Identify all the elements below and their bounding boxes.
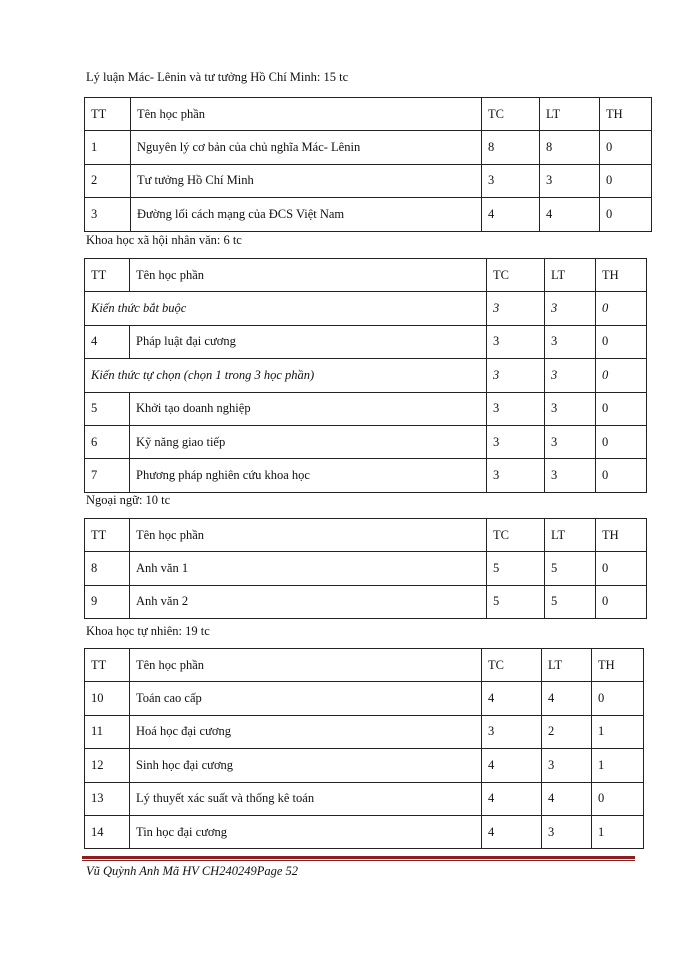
cell-lt: 3 xyxy=(540,164,600,197)
cell-th: 0 xyxy=(600,164,652,197)
header-tt: TT xyxy=(85,259,130,292)
section-heading-2: Khoa học xã hội nhân văn: 6 tc xyxy=(86,233,242,247)
course-table-2 xyxy=(84,258,647,493)
cell-th: 0 xyxy=(596,325,647,358)
cell-tc: 4 xyxy=(482,682,542,715)
cell-th: 1 xyxy=(592,749,644,782)
group-row-required xyxy=(85,292,647,325)
header-th: TH xyxy=(596,519,647,552)
cell-lt: 5 xyxy=(545,552,596,585)
group-label: Kiến thức tự chọn (chọn 1 trong 3 học phần) xyxy=(85,359,487,392)
cell-course-name: Tư tưởng Hồ Chí Minh xyxy=(131,164,482,197)
cell-th: 0 xyxy=(596,552,647,585)
cell-th: 0 xyxy=(596,292,647,325)
cell-tt: 9 xyxy=(85,585,130,618)
table-row xyxy=(85,815,644,848)
cell-course-name: Nguyên lý cơ bản của chủ nghĩa Mác- Lênin xyxy=(131,131,482,164)
cell-tt: 11 xyxy=(85,715,130,748)
cell-lt: 3 xyxy=(545,459,596,492)
header-tt: TT xyxy=(85,98,131,131)
cell-tt: 8 xyxy=(85,552,130,585)
table-row xyxy=(85,715,644,748)
cell-course-name: Tin học đại cương xyxy=(130,815,482,848)
cell-th: 0 xyxy=(592,682,644,715)
header-tt: TT xyxy=(85,519,130,552)
group-label: Kiến thức bắt buộc xyxy=(85,292,487,325)
table-header-row xyxy=(85,259,647,292)
footer-rule-thick xyxy=(82,856,635,859)
cell-tt: 2 xyxy=(85,164,131,197)
cell-th: 0 xyxy=(600,131,652,164)
header-th: TH xyxy=(592,649,644,682)
section-heading-3: Ngoại ngữ: 10 tc xyxy=(86,493,171,507)
cell-lt: 3 xyxy=(542,749,592,782)
cell-tt: 7 xyxy=(85,459,130,492)
cell-tc: 4 xyxy=(482,198,540,231)
cell-course-name: Đường lối cách mạng của ĐCS Việt Nam xyxy=(131,198,482,231)
cell-th: 0 xyxy=(596,359,647,392)
cell-tc: 3 xyxy=(487,459,545,492)
header-course-name: Tên học phần xyxy=(130,519,487,552)
table-row xyxy=(85,459,647,492)
cell-lt: 3 xyxy=(542,815,592,848)
table-row xyxy=(85,782,644,815)
table-row xyxy=(85,585,647,618)
header-course-name: Tên học phần xyxy=(130,259,487,292)
cell-lt: 4 xyxy=(542,682,592,715)
cell-lt: 5 xyxy=(545,585,596,618)
table-row xyxy=(85,325,647,358)
header-tt: TT xyxy=(85,649,130,682)
cell-th: 0 xyxy=(592,782,644,815)
header-lt: LT xyxy=(545,259,596,292)
cell-th: 1 xyxy=(592,815,644,848)
cell-lt: 4 xyxy=(540,198,600,231)
cell-tc: 3 xyxy=(487,425,545,458)
cell-lt: 3 xyxy=(545,359,596,392)
cell-lt: 8 xyxy=(540,131,600,164)
cell-tc: 8 xyxy=(482,131,540,164)
header-lt: LT xyxy=(542,649,592,682)
page-footer: Vũ Quỳnh Anh Mã HV CH240249Page 52 xyxy=(86,864,299,878)
cell-tc: 3 xyxy=(487,359,545,392)
table-row xyxy=(85,164,652,197)
table-row xyxy=(85,425,647,458)
header-course-name: Tên học phần xyxy=(131,98,482,131)
cell-th: 0 xyxy=(596,425,647,458)
cell-tc: 3 xyxy=(487,292,545,325)
cell-th: 0 xyxy=(596,459,647,492)
cell-lt: 3 xyxy=(545,292,596,325)
table-row xyxy=(85,749,644,782)
cell-tt: 3 xyxy=(85,198,131,231)
cell-tc: 4 xyxy=(482,815,542,848)
header-lt: LT xyxy=(545,519,596,552)
cell-th: 0 xyxy=(596,392,647,425)
cell-course-name: Toán cao cấp xyxy=(130,682,482,715)
cell-th: 1 xyxy=(592,715,644,748)
cell-lt: 3 xyxy=(545,425,596,458)
cell-tc: 4 xyxy=(482,749,542,782)
cell-tc: 5 xyxy=(487,585,545,618)
cell-course-name: Phương pháp nghiên cứu khoa học xyxy=(130,459,487,492)
header-th: TH xyxy=(600,98,652,131)
cell-tt: 1 xyxy=(85,131,131,164)
header-tc: TC xyxy=(482,649,542,682)
cell-tc: 3 xyxy=(482,715,542,748)
course-table-1 xyxy=(84,97,652,232)
cell-tt: 13 xyxy=(85,782,130,815)
header-course-name: Tên học phần xyxy=(130,649,482,682)
cell-tt: 6 xyxy=(85,425,130,458)
header-tc: TC xyxy=(482,98,540,131)
table-header-row xyxy=(85,98,652,131)
cell-course-name: Khởi tạo doanh nghiệp xyxy=(130,392,487,425)
section-heading-1: Lý luận Mác- Lênin và tư tưởng Hồ Chí Minh: 15 tc xyxy=(86,70,349,84)
section-heading-4: Khoa học tự nhiên: 19 tc xyxy=(86,624,210,638)
cell-course-name: Anh văn 2 xyxy=(130,585,487,618)
table-header-row xyxy=(85,519,647,552)
table-row xyxy=(85,682,644,715)
table-row xyxy=(85,131,652,164)
cell-lt: 2 xyxy=(542,715,592,748)
cell-course-name: Hoá học đại cương xyxy=(130,715,482,748)
cell-tt: 5 xyxy=(85,392,130,425)
table-row xyxy=(85,552,647,585)
cell-course-name: Pháp luật đại cương xyxy=(130,325,487,358)
cell-th: 0 xyxy=(600,198,652,231)
table-header-row xyxy=(85,649,644,682)
table-row xyxy=(85,392,647,425)
cell-tt: 12 xyxy=(85,749,130,782)
cell-tc: 3 xyxy=(487,325,545,358)
cell-course-name: Sinh học đại cương xyxy=(130,749,482,782)
header-tc: TC xyxy=(487,259,545,292)
cell-tt: 14 xyxy=(85,815,130,848)
cell-tc: 5 xyxy=(487,552,545,585)
cell-course-name: Anh văn 1 xyxy=(130,552,487,585)
course-table-4 xyxy=(84,648,644,849)
cell-course-name: Lý thuyết xác suất và thống kê toán xyxy=(130,782,482,815)
cell-th: 0 xyxy=(596,585,647,618)
cell-tc: 4 xyxy=(482,782,542,815)
header-th: TH xyxy=(596,259,647,292)
footer-rule-thin xyxy=(82,860,635,861)
course-table-3 xyxy=(84,518,647,619)
group-row-elective xyxy=(85,359,647,392)
cell-tt: 4 xyxy=(85,325,130,358)
header-tc: TC xyxy=(487,519,545,552)
cell-course-name: Kỹ năng giao tiếp xyxy=(130,425,487,458)
cell-tc: 3 xyxy=(487,392,545,425)
cell-tt: 10 xyxy=(85,682,130,715)
cell-lt: 4 xyxy=(542,782,592,815)
cell-lt: 3 xyxy=(545,392,596,425)
cell-tc: 3 xyxy=(482,164,540,197)
table-row xyxy=(85,198,652,231)
cell-lt: 3 xyxy=(545,325,596,358)
header-lt: LT xyxy=(540,98,600,131)
